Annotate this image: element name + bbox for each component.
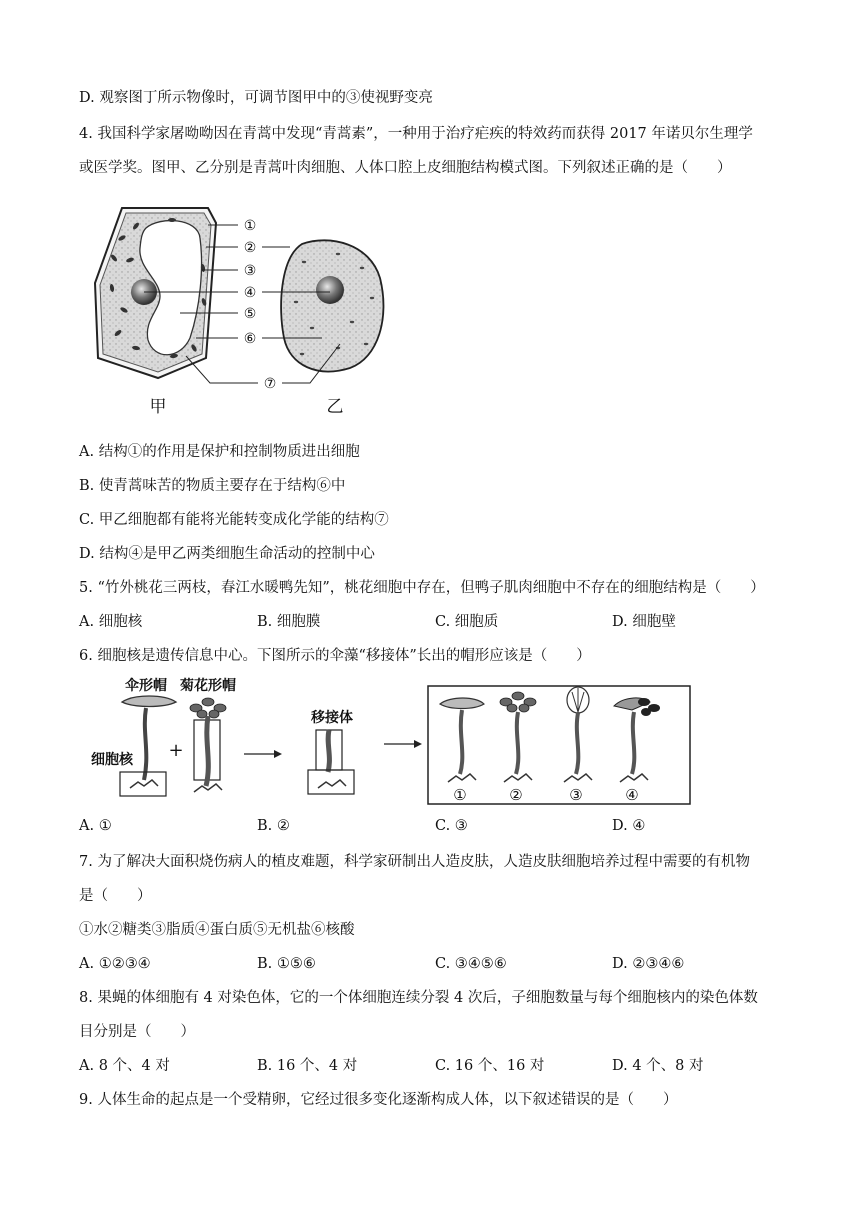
plus-sign-icon: +: [168, 740, 184, 761]
arrow-right-icon: [384, 740, 422, 748]
arrow-right-icon: [244, 750, 282, 758]
choice-umbrella: [440, 698, 484, 782]
choice-num-1: ①: [453, 786, 467, 804]
q4-option-a: A. 结构①的作用是保护和控制物质进出细胞: [79, 444, 360, 460]
label-chrysanthemum-cap: 菊花形帽: [180, 678, 236, 694]
q5-stem: 5. “竹外桃花三两枝，春江水暖鸭先知”，桃花细胞中存在，但鸭子肌肉细胞中不存在的细胞结构是（ ）: [79, 580, 765, 596]
acetabularia-graft-figure: [84, 672, 704, 812]
plant-cell: [95, 208, 216, 378]
choice-num-4: ④: [625, 786, 639, 804]
label-graft: 移接体: [311, 710, 353, 726]
label-7: ⑦: [263, 376, 277, 392]
q4-stem-line1: 4. 我国科学家屠呦呦因在青蒿中发现“青蒿素”，一种用于治疗疟疾的特效药而获得 2017 年诺贝尔生理学: [79, 126, 753, 142]
q8-stem-line2: 目分别是（ ）: [79, 1024, 195, 1040]
q5-option-c: C. 细胞质: [435, 614, 499, 630]
choice-num-3: ③: [569, 786, 583, 804]
label-jia: 甲: [149, 397, 167, 417]
label-5: ⑤: [243, 306, 257, 322]
q7-option-c: C. ③④⑤⑥: [435, 956, 507, 972]
q6-option-c: C. ③: [435, 818, 468, 834]
choice-intermediate: [564, 687, 592, 782]
label-1: ①: [243, 218, 257, 234]
q7-stem-line2: 是（ ）: [79, 888, 152, 904]
q4-option-d: D. 结构④是甲乙两类细胞生命活动的控制中心: [79, 546, 375, 562]
q6-stem: 6. 细胞核是遗传信息中心。下图所示的伞藻“移接体”长出的帽形应该是（ ）: [79, 648, 591, 664]
q7-stem-line1: 7. 为了解决大面积烧伤病人的植皮难题，科学家研制出人造皮肤，人造皮肤细胞培养过程中需要的有机物: [79, 854, 750, 870]
q8-option-c: C. 16 个、16 对: [435, 1058, 545, 1074]
q7-option-d: D. ②③④⑥: [612, 956, 685, 972]
q5-option-d: D. 细胞壁: [612, 614, 676, 630]
chrysanthemum-cap-alga: [190, 698, 226, 792]
q6-option-d: D. ④: [612, 818, 646, 834]
q5-option-b: B. 细胞膜: [257, 614, 321, 630]
q7-option-a: A. ①②③④: [79, 956, 151, 972]
label-yi: 乙: [326, 397, 344, 417]
q8-option-a: A. 8 个、4 对: [79, 1058, 170, 1074]
choice-mixed: [614, 698, 660, 782]
q8-option-b: B. 16 个、4 对: [257, 1058, 358, 1074]
q4-option-b: B. 使青蒿味苦的物质主要存在于结构⑥中: [79, 478, 346, 494]
choice-num-2: ②: [509, 786, 523, 804]
q4-stem-line2: 或医学奖。图甲、乙分别是青蒿叶肉细胞、人体口腔上皮细胞结构模式图。下列叙述正确的是（ ）: [79, 160, 732, 176]
cell-structure-figure: [90, 198, 400, 418]
q8-option-d: D. 4 个、8 对: [612, 1058, 704, 1074]
q4-option-c: C. 甲乙细胞都有能将光能转变成化学能的结构⑦: [79, 512, 389, 528]
q6-option-b: B. ②: [257, 818, 290, 834]
label-2: ②: [243, 240, 257, 256]
label-6: ⑥: [243, 331, 257, 347]
q5-option-a: A. 细胞核: [79, 614, 143, 630]
q3-option-d: D. 观察图丁所示物像时，可调节图甲中的③使视野变亮: [79, 90, 433, 106]
label-3: ③: [243, 263, 257, 279]
q7-items: ①水②糖类③脂质④蛋白质⑤无机盐⑥核酸: [79, 922, 355, 938]
q7-option-b: B. ①⑤⑥: [257, 956, 316, 972]
label-nucleus: 细胞核: [91, 752, 133, 768]
animal-cell: [281, 240, 383, 371]
label-umbrella-cap: 伞形帽: [125, 678, 167, 694]
q8-stem-line1: 8. 果蝇的体细胞有 4 对染色体，它的一个体细胞连续分裂 4 次后，子细胞数量与每个细胞核内的染色体数: [79, 990, 758, 1006]
graft-alga: [308, 730, 354, 794]
choice-chrysanthemum: [500, 692, 536, 782]
q6-option-a: A. ①: [79, 818, 112, 834]
q9-stem: 9. 人体生命的起点是一个受精卵，它经过很多变化逐渐构成人体，以下叙述错误的是（ ）: [79, 1092, 678, 1108]
label-4: ④: [243, 285, 257, 301]
